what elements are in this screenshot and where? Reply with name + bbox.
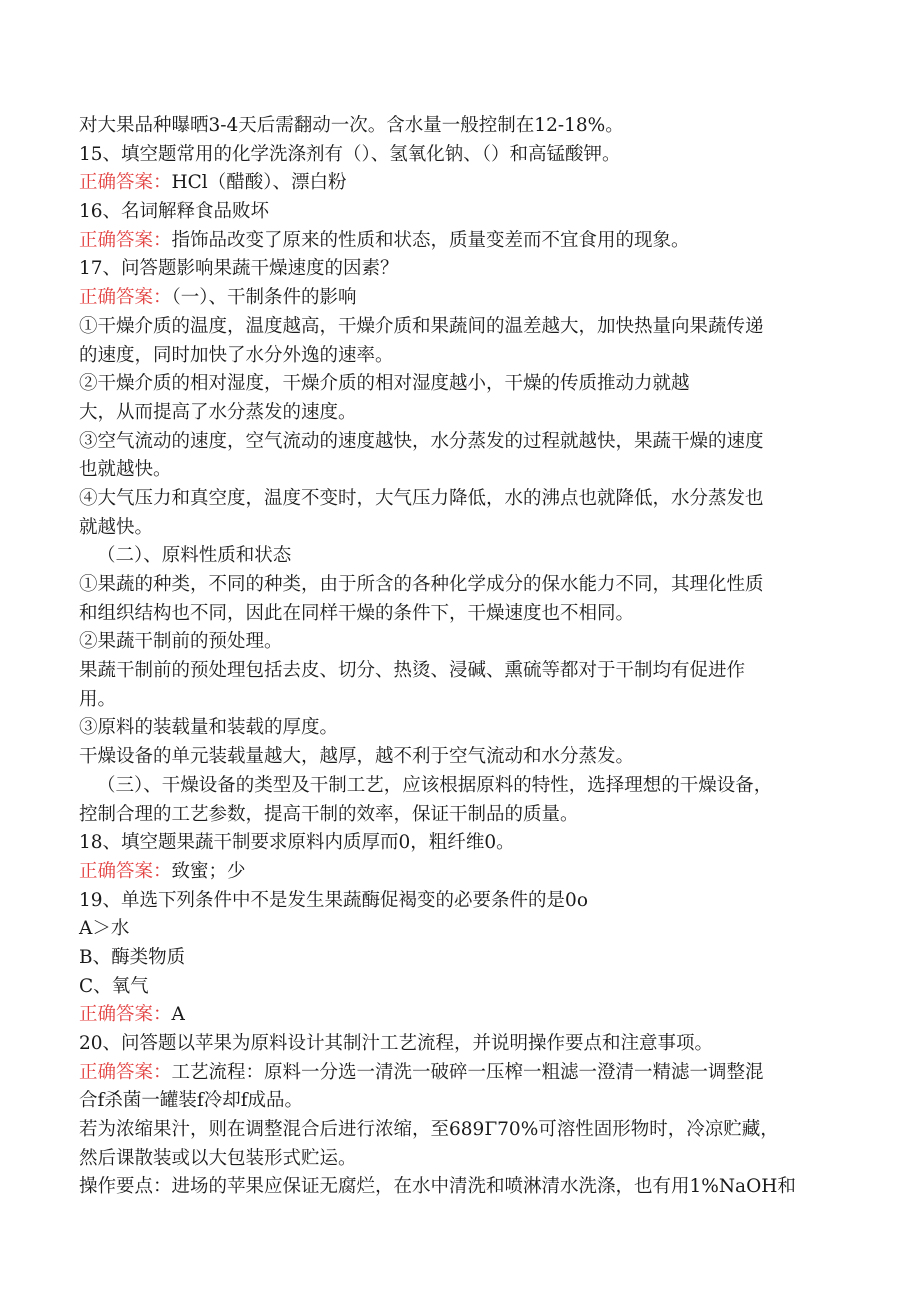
question-line: 19、单选下列条件中不是发生果蔬酶促褐变的必要条件的是0o <box>79 889 588 911</box>
text-line: 果蔬干制前的预处理包括去皮、切分、热烫、浸碱、熏硫等都对于干制均有促进作 <box>79 660 746 682</box>
text-line: ③空气流动的速度，空气流动的速度越快，水分蒸发的过程就越快，果蔬干燥的速度 <box>79 430 764 452</box>
text-line: ②果蔬干制前的预处理。 <box>79 631 283 653</box>
text-line: 和组织结构也不同，因此在同样干燥的条件下，干燥速度也不相同。 <box>79 602 635 624</box>
text-line: ①干燥介质的温度，温度越高，干燥介质和果蔬间的温差越大，加快热量向果蔬传递 <box>79 315 764 337</box>
question-line: 17、问答题影响果蔬干燥速度的因素？ <box>79 258 399 280</box>
text-line: ③原料的装载量和装载的厚度。 <box>79 717 339 739</box>
text-line: 控制合理的工艺参数，提高干制的效率，保证干制品的质量。 <box>79 803 579 825</box>
text-line: 用。 <box>79 688 117 710</box>
question-line: 20、问答题以苹果为原料设计其制汁工艺流程，并说明操作要点和注意事项。 <box>79 1033 714 1054</box>
text-line: 也就越快。 <box>79 459 172 481</box>
question-line: 16、名词解释食品败坏 <box>79 201 270 223</box>
section-heading: （三）、干燥设备的类型及干制工艺，应该根据原料的特性，选择理想的干燥设备， <box>97 774 773 796</box>
text-line: 就越快。 <box>79 516 154 538</box>
answer-label: 正确答案： <box>79 287 172 309</box>
answer-label: 正确答案： <box>79 229 172 251</box>
answer-line: 正确答案：致蜜；少 <box>79 860 246 882</box>
text-line: 然后课散装或以大包装形式贮运。 <box>79 1147 357 1169</box>
document-page <box>79 112 839 1202</box>
answer-label: 正确答案： <box>79 860 172 882</box>
answer-line: 正确答案：指饰品改变了原来的性质和状态，质量变差而不宜食用的现象。 <box>79 229 690 251</box>
text-line: 合f杀菌一罐装f冷却f成品。 <box>79 1090 304 1112</box>
answer-label: 正确答案： <box>79 1004 172 1026</box>
text-line: 对大果品种曝晒3-4天后需翻动一次。含水量一般控制在12-18%。 <box>79 115 624 136</box>
answer-line: 正确答案：工艺流程：原料一分选一清洗一破碎一压榨一粗滤一澄清一精滤一调整混 <box>79 1061 764 1083</box>
answer-label: 正确答案： <box>79 1061 172 1083</box>
section-heading: （二）、原料性质和状态 <box>97 545 292 567</box>
text-line: 的速度，同时加快了水分外逸的速率。 <box>79 344 394 366</box>
text-line: 干燥设备的单元装载量越大，越厚，越不利于空气流动和水分蒸发。 <box>79 746 635 768</box>
option-line: B、酶类物质 <box>79 946 186 968</box>
text-line: 若为浓缩果汁，则在调整混合后进行浓缩，至689Γ70%可溶性固形物时，冷凉贮藏， <box>79 1119 779 1141</box>
text-line: 大，从而提高了水分蒸发的速度。 <box>79 401 357 423</box>
answer-line: 正确答案：（一）、干制条件的影响 <box>79 287 357 309</box>
answer-line: 正确答案：A <box>79 1004 185 1026</box>
option-line: C、氧气 <box>79 975 149 997</box>
question-line: 15、填空题常用的化学洗涤剂有（）、氢氧化钠、（）和高锰酸钾。 <box>79 143 621 165</box>
text-line: ①果蔬的种类，不同的种类，由于所含的各种化学成分的保水能力不同，其理化性质 <box>79 574 764 595</box>
text-line: 操作要点：进场的苹果应保证无腐烂，在水中清洗和喷淋清水洗涤，也有用1%NaOH和 <box>79 1176 796 1198</box>
option-line: A＞水 <box>79 918 130 940</box>
answer-line: 正确答案：HCl（醋酸）、漂白粉 <box>79 172 347 194</box>
question-line: 18、填空题果蔬干制要求原料内质厚而0，粗纤维0。 <box>79 832 515 854</box>
text-line: ②干燥介质的相对湿度，干燥介质的相对湿度越小，干燥的传质推动力就越 <box>79 373 690 395</box>
answer-label: 正确答案： <box>79 172 172 194</box>
text-line: ④大气压力和真空度，温度不变时，大气压力降低，水的沸点也就降低，水分蒸发也 <box>79 487 764 509</box>
